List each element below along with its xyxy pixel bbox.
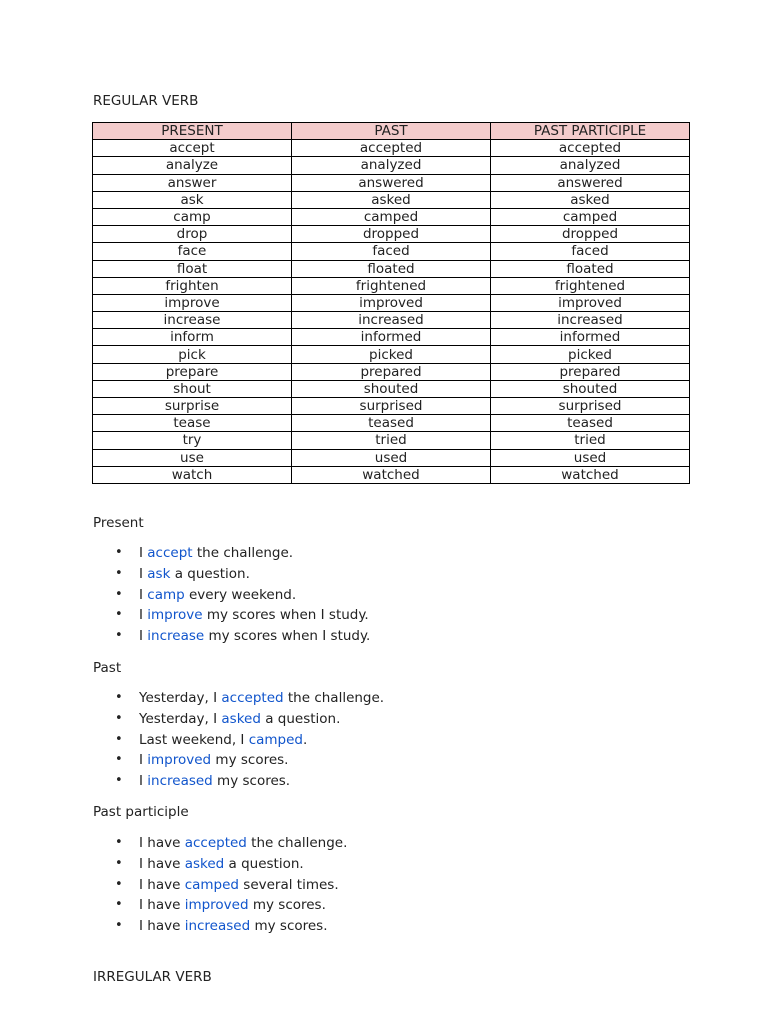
present-cell: inform [93, 329, 292, 346]
past-participle-cell: increased [491, 312, 690, 329]
example-text-after: the challenge. [283, 690, 385, 706]
table-row [93, 226, 690, 243]
past-participle-cell: improved [491, 294, 690, 311]
highlighted-verb: camp [147, 586, 185, 603]
list-item [93, 833, 653, 854]
example-text-after: a question. [260, 710, 341, 727]
example-text-after: a question. [224, 855, 304, 872]
table-row [93, 398, 690, 415]
highlighted-verb: ask [147, 565, 171, 582]
example-text-before: I [139, 628, 148, 644]
list-item [93, 875, 653, 896]
past-participle-cell: used [491, 449, 690, 466]
past-cell: picked [292, 346, 491, 363]
present-cell: frighten [93, 277, 292, 294]
past-cell: informed [292, 329, 491, 346]
table-body [93, 140, 690, 484]
present-cell: tease [93, 415, 292, 432]
example-text-after: my scores when I study. [204, 628, 371, 644]
list-item [93, 543, 653, 564]
present-cell: camp [93, 208, 292, 225]
past-participle-cell: watched [491, 466, 690, 483]
header-past: PAST [292, 123, 491, 140]
list-item [93, 709, 653, 730]
past-participle-cell: tried [491, 432, 690, 449]
past-participle-cell: dropped [491, 226, 690, 243]
bullet-icon: • [115, 690, 123, 705]
past-cell: increased [292, 312, 491, 329]
example-text-before: Yesterday, I [139, 690, 222, 706]
table-row [93, 312, 690, 329]
past-participle-cell: camped [491, 208, 690, 225]
table-row [93, 363, 690, 380]
list-item [93, 854, 653, 875]
table-row [93, 191, 690, 208]
table-row [93, 157, 690, 174]
highlighted-verb: asked [221, 710, 261, 727]
table-row [93, 260, 690, 277]
past-cell: teased [292, 415, 491, 432]
bullet-icon: • [115, 876, 123, 892]
present-section-title: Present [93, 515, 144, 531]
table-header-row [93, 123, 690, 140]
example-text-after: the challenge. [246, 835, 348, 851]
table-row [93, 140, 690, 157]
example-text-before: I have [139, 918, 185, 934]
past-participle-cell: surprised [491, 398, 690, 415]
present-cell: improve [93, 294, 292, 311]
bullet-icon: • [115, 752, 123, 768]
list-item [93, 564, 653, 585]
past-cell: accepted [292, 140, 491, 157]
table-row [93, 277, 690, 294]
past-cell: floated [292, 260, 491, 277]
example-text-before: I [139, 752, 148, 769]
list-item [93, 626, 653, 647]
example-text-before: I [139, 565, 148, 582]
bullet-icon: • [115, 545, 123, 560]
example-text-before: I have [139, 855, 185, 872]
highlighted-verb: improved [147, 752, 212, 769]
highlighted-verb: asked [184, 855, 225, 872]
past-participle-cell: asked [491, 191, 690, 208]
past-participle-cell: analyzed [491, 157, 690, 174]
present-cell: analyze [93, 157, 292, 174]
past-cell: watched [292, 466, 491, 483]
past-participle-cell: frightened [491, 277, 690, 294]
table-row [93, 415, 690, 432]
header-present: PRESENT [93, 123, 292, 140]
bullet-icon: • [115, 607, 123, 623]
bullet-icon: • [115, 918, 123, 933]
past-participle-section-title: Past participle [93, 804, 189, 820]
present-cell: shout [93, 380, 292, 397]
past-cell: dropped [292, 226, 491, 243]
bullet-icon: • [115, 897, 123, 913]
example-text-before: I [139, 545, 148, 561]
bullet-icon: • [115, 835, 123, 850]
present-cell: drop [93, 226, 292, 243]
past-participle-cell: informed [491, 329, 690, 346]
past-participle-cell: faced [491, 243, 690, 260]
present-cell: accept [93, 140, 292, 157]
past-cell: frightened [292, 277, 491, 294]
present-cell: ask [93, 191, 292, 208]
example-text-before: I [139, 773, 148, 789]
present-cell: pick [93, 346, 292, 363]
bullet-icon: • [115, 710, 123, 726]
table-row [93, 208, 690, 225]
table-row [93, 380, 690, 397]
bullet-icon: • [115, 731, 123, 747]
table-row [93, 346, 690, 363]
past-participle-examples-list [93, 833, 653, 937]
present-cell: face [93, 243, 292, 260]
bullet-icon: • [115, 628, 123, 643]
highlighted-verb: increased [147, 773, 213, 789]
list-item [93, 916, 653, 937]
past-cell: surprised [292, 398, 491, 415]
example-text-after: my scores. [248, 897, 326, 914]
irregular-verb-heading: IRREGULAR VERB [93, 969, 212, 985]
example-text-after: my scores. [211, 752, 289, 769]
past-examples-list [93, 688, 653, 792]
example-text-after: every weekend. [184, 586, 297, 603]
bullet-icon: • [115, 855, 123, 871]
highlighted-verb: accept [147, 545, 193, 561]
highlighted-verb: accepted [184, 835, 247, 851]
list-item [93, 605, 653, 626]
list-item [93, 688, 653, 709]
past-section-title: Past [93, 660, 122, 676]
table-row [93, 449, 690, 466]
past-participle-cell: teased [491, 415, 690, 432]
present-cell: try [93, 432, 292, 449]
present-cell: answer [93, 174, 292, 191]
regular-verb-table [92, 122, 690, 484]
highlighted-verb: increase [147, 628, 205, 644]
bullet-icon: • [115, 586, 123, 602]
past-cell: used [292, 449, 491, 466]
past-cell: analyzed [292, 157, 491, 174]
list-item [93, 895, 653, 916]
past-cell: camped [292, 208, 491, 225]
example-text-before: I have [139, 897, 185, 914]
present-cell: prepare [93, 363, 292, 380]
list-item [93, 730, 653, 751]
past-cell: improved [292, 294, 491, 311]
example-text-after: my scores when I study. [202, 607, 369, 624]
past-participle-cell: picked [491, 346, 690, 363]
past-cell: tried [292, 432, 491, 449]
example-text-before: I have [139, 835, 185, 851]
highlighted-verb: accepted [221, 690, 284, 706]
regular-verb-heading: REGULAR VERB [93, 93, 199, 109]
past-participle-cell: answered [491, 174, 690, 191]
table-row [93, 466, 690, 483]
example-text-after: my scores. [212, 773, 291, 789]
table-row [93, 174, 690, 191]
present-cell: increase [93, 312, 292, 329]
past-participle-cell: shouted [491, 380, 690, 397]
list-item [93, 585, 653, 606]
past-cell: answered [292, 174, 491, 191]
past-participle-cell: floated [491, 260, 690, 277]
header-past-participle: PAST PARTICIPLE [491, 123, 690, 140]
highlighted-verb: camped [248, 731, 303, 748]
example-text-after: . [302, 731, 308, 748]
example-text-before: I have [139, 876, 185, 893]
past-cell: asked [292, 191, 491, 208]
table-row [93, 243, 690, 260]
present-cell: float [93, 260, 292, 277]
past-cell: shouted [292, 380, 491, 397]
present-examples-list [93, 543, 653, 647]
present-cell: surprise [93, 398, 292, 415]
past-participle-cell: accepted [491, 140, 690, 157]
list-item [93, 750, 653, 771]
table-row [93, 294, 690, 311]
past-cell: prepared [292, 363, 491, 380]
bullet-icon: • [115, 565, 123, 581]
highlighted-verb: increased [184, 918, 251, 934]
highlighted-verb: improve [147, 607, 203, 624]
highlighted-verb: improved [184, 897, 249, 914]
example-text-before: I [139, 607, 148, 624]
bullet-icon: • [115, 773, 123, 788]
example-text-after: several times. [239, 876, 339, 893]
present-cell: use [93, 449, 292, 466]
example-text-after: the challenge. [192, 545, 294, 561]
example-text-before: Last weekend, I [139, 731, 249, 748]
example-text-after: a question. [170, 565, 250, 582]
example-text-after: my scores. [250, 918, 328, 934]
example-text-before: Yesterday, I [139, 710, 222, 727]
example-text-before: I [139, 586, 148, 603]
past-participle-cell: prepared [491, 363, 690, 380]
table-row [93, 432, 690, 449]
list-item [93, 771, 653, 792]
past-cell: faced [292, 243, 491, 260]
present-cell: watch [93, 466, 292, 483]
highlighted-verb: camped [184, 876, 239, 893]
table-row [93, 329, 690, 346]
